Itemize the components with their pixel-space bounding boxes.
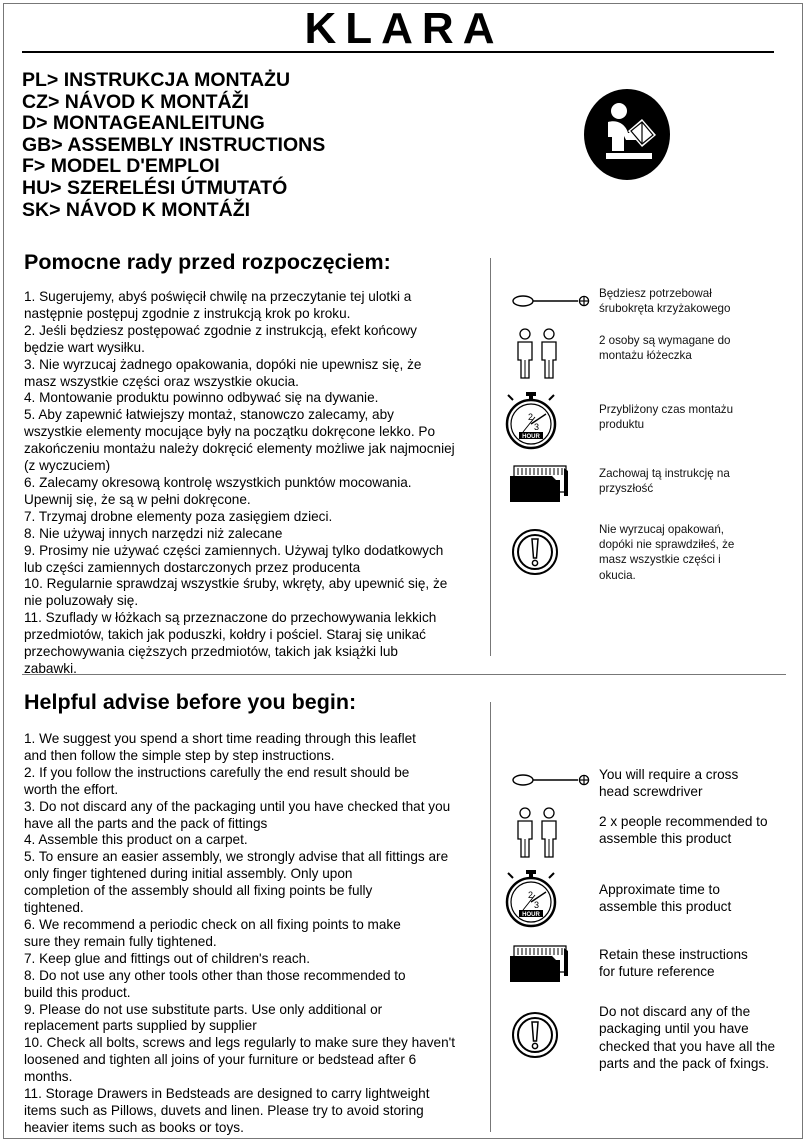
stopwatch-icon [501, 392, 561, 450]
list-item: 7. Keep glue and fittings out of children's reach. [24, 950, 310, 966]
retain-note: Retain these instructions for future reference [599, 947, 748, 980]
time-note: Approximate time to assemble this product [599, 882, 732, 915]
tips-list-polish [24, 289, 455, 678]
list-item: 5. To ensure an easier assembly, we strongly advise that all fittings are only finger tightened during initial assembly. Only upon completion of the assembly should all fixing points be fully tightened. [24, 849, 449, 916]
list-item: 6. Zalecamy okresową kontrolę wszystkich punktów mocowania. Upewnij się, że są w pełni dokręcone. [24, 474, 412, 507]
warning-icon [510, 1010, 560, 1060]
time-note: Przybliżony czas montażu produktu [599, 403, 734, 432]
list-item: 9. Prosimy nie używać części zamiennych. Używaj tylko dodatkowych lub części zamiennych dostarczonych przez producenta [24, 542, 444, 575]
list-item: 3. Do not discard any of the packaging until you have checked that you have all the parts and the pack of fittings [24, 798, 451, 831]
language-title: PL> INSTRUKCJA MONTAŻU [22, 69, 291, 91]
list-item: 10. Regularnie sprawdzaj wszystkie śruby, wkręty, aby upewnić się, że nie poluzowały się. [24, 576, 448, 609]
folder-icon [508, 942, 570, 984]
stopwatch-unit: HOUR [522, 912, 540, 918]
two-people-icon [514, 807, 562, 859]
list-item: 8. Do not use any other tools other than those recommended to build this product. [24, 967, 406, 1000]
header-rule [22, 51, 774, 53]
list-item: 11. Storage Drawers in Bedsteads are designed to carry lightweight items such as Pillows, duvets and linen. Please try to avoid storing heavier items such as books or toys. [24, 1086, 430, 1135]
tips-list-english [24, 731, 455, 1137]
list-item: 10. Check all bolts, screws and legs regularly to make sure they haven't loosened and tighten all joins of your furniture or bedstead after 6 months. [24, 1035, 456, 1085]
list-item: 1. We suggest you spend a short time reading through this leaflet and then follow the simple step by step instructions. [24, 731, 416, 763]
column-divider [490, 258, 491, 656]
list-item: 4. Assemble this product on a carpet. [24, 832, 248, 848]
screwdriver-icon [512, 770, 592, 790]
warning-icon [510, 527, 560, 577]
tool-note: Będziesz potrzebował śrubokręta krzyżakowego [599, 287, 731, 316]
stopwatch-fraction-top: 2 [528, 412, 534, 422]
list-item: 4. Montowanie produktu powinno odbywać się na dywanie. [24, 390, 379, 406]
list-item: 6. We recommend a periodic check on all fixing points to make sure they remain fully tightened. [24, 916, 401, 949]
language-title: GB> ASSEMBLY INSTRUCTIONS [22, 133, 326, 156]
list-item: 7. Trzymaj drobne elementy poza zasięgiem dzieci. [24, 508, 333, 524]
packaging-note: Do not discard any of the packaging until you have checked that you have all the parts and the pack of fxings. [599, 1004, 776, 1072]
people-note: 2 osoby są wymagane do montażu łóżeczka [599, 334, 731, 363]
packaging-note: Nie wyrzucaj opakowań, dopóki nie sprawdziłeś, że masz wszystkie części i okucia. [599, 523, 735, 582]
stopwatch-unit: HOUR [522, 434, 540, 440]
language-title: D> MONTAGEANLEITUNG [22, 112, 265, 135]
list-item: 9. Please do not use substitute parts. Use only additional or replacement parts supplied by supplier [24, 1001, 383, 1034]
tool-note: You will require a cross head screwdriver [599, 767, 739, 800]
retain-note: Zachowaj tą instrukcję na przyszłość [599, 467, 730, 496]
people-note: 2 x people recommended to assemble this product [599, 814, 768, 847]
brand-logo: KLARA [304, 4, 504, 53]
section-heading-english: Helpful advise before you begin: [24, 690, 357, 714]
list-item: 11. Szuflady w łóżkach są przeznaczone do przechowywania lekkich przedmiotów, takich jak poduszki, kołdry i pościel. Staraj się unikać przechowywania cięższych przedmiotów, takich jak książki lub zabawki. [24, 610, 437, 676]
read-manual-icon [584, 89, 670, 180]
section-divider [22, 674, 786, 675]
language-title: CZ> NÁVOD K MONTÁŽI [22, 90, 249, 113]
list-item: 1. Sugerujemy, abyś poświęcił chwilę na przeczytanie tej ulotki a następnie postępuj zgodnie z instrukcją krok po kroku. [24, 289, 412, 321]
stopwatch-fraction-bottom: 3 [534, 422, 540, 432]
language-title: F> MODEL D'EMPLOI [22, 155, 220, 178]
stopwatch-fraction-top: 2 [528, 890, 534, 900]
list-item: 3. Nie wyrzucaj żadnego opakowania, dopóki nie upewnisz się, że masz wszystkie części oraz wszystkie okucia. [24, 356, 422, 389]
list-item: 5. Aby zapewnić łatwiejszy montaż, stanowczo zalecamy, aby wszystkie elementy mocujące były na początku dokręcone lekko. Po zakończeniu montażu należy dokręcić elementy możliwe jak najmocniej (z wyczuciem) [24, 407, 455, 474]
list-item: 8. Nie używaj innych narzędzi niż zalecane [24, 525, 283, 541]
stopwatch-icon [501, 870, 561, 928]
list-item: 2. Jeśli będziesz postępować zgodnie z instrukcją, efekt końcowy będzie wart wysiłku. [24, 322, 417, 355]
section-heading-polish: Pomocne rady przed rozpoczęciem: [24, 250, 391, 274]
column-divider [490, 702, 491, 1132]
stopwatch-fraction-bottom: 3 [534, 900, 540, 910]
two-people-icon [514, 328, 562, 380]
language-title: HU> SZERELÉSI ÚTMUTATÓ [22, 176, 288, 199]
list-item: 2. If you follow the instructions carefully the end result should be worth the effort. [24, 764, 410, 797]
screwdriver-icon [512, 291, 592, 311]
language-title-list [22, 70, 325, 221]
language-title: SK> NÁVOD K MONTÁŽI [22, 198, 251, 221]
folder-icon [508, 462, 570, 504]
